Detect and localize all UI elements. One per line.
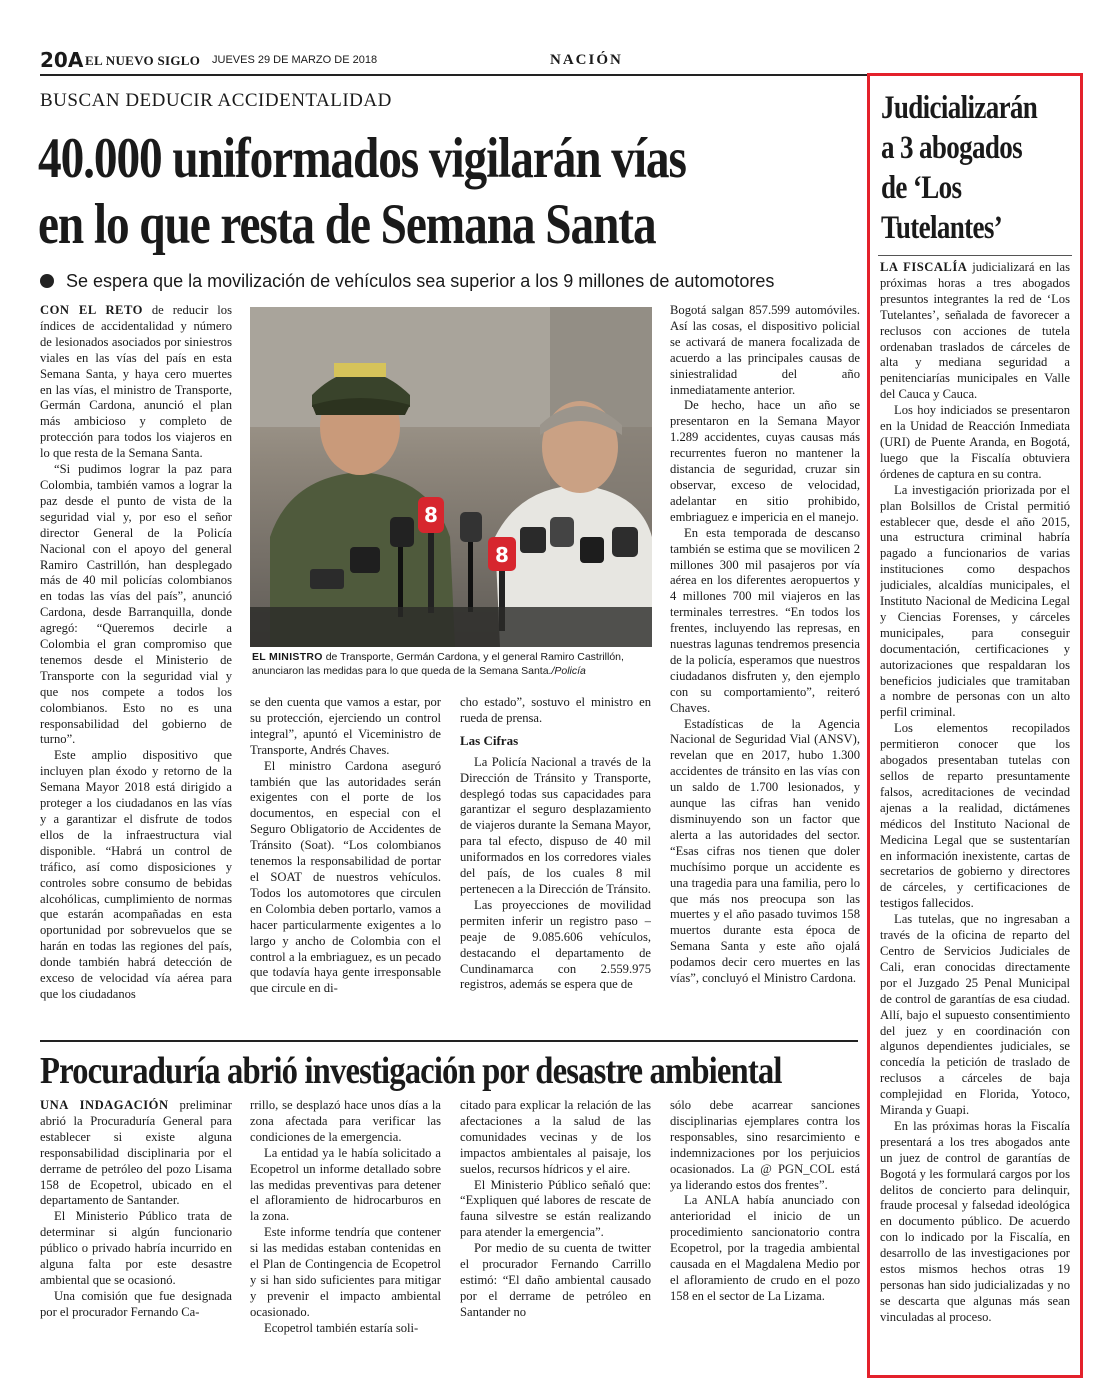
second-headline: Procuraduría abrió investigación por desastre ambiental <box>40 1050 782 1092</box>
section-title: NACIÓN <box>550 52 623 68</box>
second-col-1 <box>40 1098 232 1338</box>
caption-text: de Transporte, Germán Cardona, y el general Ramiro Castrillón, anunciaron las medidas para lo que queda de la Semana Santa. <box>252 651 624 677</box>
second-col1-p1-text: preliminar abrió la Procuraduría General para establecer si existe alguna responsabilidad disciplinaria por el derrame de petróleo del pozo Lisama 158 de Ecopetrol, ubicado en el departamento de Santander. <box>40 1098 232 1208</box>
main-col2-p1: se den cuenta que vamos a estar, por su protección, ejerciendo un control integral”, apuntó el Viceministro de Transporte, Andrés Chaves. <box>250 695 441 757</box>
second-col1-p1 <box>40 1098 232 1209</box>
main-col4-p2: De hecho, hace un año se presentaron en la Semana Mayor 1.289 accidentes, cuyas causas más recurrentes fueron no mantener la distancia de seguridad, cruzar sin observar, exceso de velocidad, adelantar en sitio prohibido, embriaguez e impericia en el manejo. <box>670 398 860 524</box>
page-number: 20A <box>40 48 84 72</box>
second-col-4 <box>670 1098 860 1338</box>
second-col-2 <box>250 1098 441 1338</box>
main-col1-p2: “Si pudimos lograr la paz para Colombia, también vamos a lograr la paz desde el punto de vista de la seguridad vial y, por eso el señor director General de la Policía Nacional con el apoyo del general Ramiro Castrillón, han desplegado más de 40 mil policías colombianos en todas las vías del país”, anunció Cardona, desde Barranquilla, donde agregó: “Queremos decirle a Colombia el gran compromiso que tenemos desde el Ministerio de Transporte con la seguridad vial y que nos compete a todos los colombianos. Esto no es una responsabilidad del gobierno de turno”. <box>40 462 232 747</box>
caption-credit: /Policía <box>551 665 586 677</box>
main-deck <box>40 271 860 292</box>
sidebar-headline-line3: de ‘Los <box>881 170 962 206</box>
main-col4-p4: Estadísticas de la Agencia Nacional de Seguridad Vial (ANSV), revelan que en 2017, hubo 1.300 accidentes de tránsito en las vías con un saldo de 1.700 lesionados, y aunque las cifras han venido disminuyendo son un factor que alerta a las autoridades del sector. “Esas cifras nos tienen que doler muchísimo porque un accidente es una tragedia para una familia, pero lo que más nos preocupa son las muertes y el año pasado tuvimos 158 muertos durante esta época de Semana Santa y este año ojalá podamos decir cero muertes en las vías”, concluyó el Ministro Cardona. <box>670 716 860 986</box>
second-col3-p2: El Ministerio Público señaló que: “Expliquen qué labores de rescate de fauna silvestre se están realizando para atender la emergencia”. <box>460 1177 651 1240</box>
paper-name: EL NUEVO SIGLO <box>85 53 201 68</box>
second-col1-p3: Una comisión que fue designada por el procurador Fernando Ca- <box>40 1288 232 1319</box>
second-col-3 <box>460 1098 651 1338</box>
main-headline-line2: en lo que resta de Semana Santa <box>38 193 656 256</box>
sidebar-rule <box>878 255 1072 256</box>
bullet-icon <box>40 274 54 288</box>
main-col-4 <box>670 303 860 1025</box>
main-lead: CON EL RETO <box>40 303 143 317</box>
caption-lead: EL MINISTRO <box>252 651 323 663</box>
sidebar-p4: Los elementos recopilados permitieron conocer que los abogados presentaban tutelas con sellos de reparto presuntamente falsos, acreditaciones de vecindad ajenas a la realidad, dictámenes médicos del Instituto Nacional de Medicina Legal que se sustentarían en información inexistente, cartas de secretarios de gobierno y directores de cárceles, y certificaciones de testigos fallecidos. <box>880 721 1070 911</box>
sidebar-headline-line1: Judicializarán <box>881 90 1038 126</box>
main-headline <box>38 126 719 258</box>
sidebar-p2: Los hoy indiciados se presentaron en la Unidad de Reacción Inmediata (URI) de Puente Aranda, en Bogotá, luego que la Fiscalía obtuviera órdenes de captura en su contra. <box>880 403 1070 481</box>
second-col2-p4: Ecopetrol también estaría soli- <box>264 1320 419 1335</box>
issue-date: JUEVES 29 DE MARZO DE 2018 <box>212 54 378 66</box>
main-col3-p3: Las proyecciones de movilidad permiten inferir un registro paso – peaje de 9.085.606 vehículos, destacando el departamento de Cundinamarca con 2.559.975 registros, además se espera que de <box>460 897 651 992</box>
mic-logo-2: 8 <box>495 543 509 567</box>
second-col2-p2: La entidad ya le había solicitado a Ecopetrol un informe detallado sobre las medidas preventivas para detener el afloramiento de hidrocarburos en la zona. <box>250 1145 441 1224</box>
photo-caption <box>252 650 652 678</box>
photo-illustration <box>250 307 652 647</box>
second-col3-p1: citado para explicar la relación de las afectaciones a la salud de las comunidades vecinas y de los impactos ambientales al paisaje, los suelos, recursos hídricos y el aire. <box>460 1098 651 1176</box>
main-col3-subhead: Las Cifras <box>460 732 519 748</box>
main-kicker: BUSCAN DEDUCIR ACCIDENTALIDAD <box>40 90 392 111</box>
sidebar-p5: Las tutelas, que no ingresaban a través de la oficina de reparto del Centro de Servicios Judiciales de Cali, eran conocidas directamente por el Juzgado 25 Penal Municipal de control de garantías de esa ciudad. Allí, bajo el supuesto consentimiento del juez y en coordinación con algunos dependientes judiciales, se concedía la petición de traslado de reclusos a cárceles de baja complejidad en Florida, Yotoco, Miranda y Guapi. <box>880 912 1070 1118</box>
main-col3-p1: cho estado”, sostuvo el ministro en rueda de prensa. <box>460 695 651 725</box>
main-col4-p1: Bogotá salgan 857.599 automóviles. Así las cosas, el dispositivo policial se activará de manera focalizada de acuerdo a las principales causas de siniestralidad del año inmediatamente anterior. <box>670 303 860 397</box>
second-col1-p2: El Ministerio Público trata de determinar si algún funcionario público o privado habría incurrido en alguna falta por este desastre ambiental que se ocasionó. <box>40 1209 232 1287</box>
second-col3-p3: Por medio de su cuenta de twitter el procurador Fernando Carrillo estimó: “El daño ambiental causado por el derrame de petróleo en Santander no <box>460 1241 651 1319</box>
mic-logo-1: 8 <box>424 503 438 527</box>
sidebar-headline-line2: a 3 abogados <box>881 130 1023 166</box>
sidebar-headline <box>881 88 1045 248</box>
main-col2-p2: El ministro Cardona aseguró también que las autoridades serán exigentes con el porte de los documentos, en especial con el Seguro Obligatorio de Accidentes de Tránsito (Soat). “Los colombianos tenemos la responsabilidad de portar el SOAT de nuestros vehículos. Todos los automotores que circulen en Colombia deben portarlo, vamos a hacer particularmente exigentes a lo largo y ancho de Colombia con el control a la embriaguez, es un pecado que todavía haya gente irresponsable que circule en di- <box>250 758 441 996</box>
sidebar-body <box>880 260 1070 1360</box>
second-col4-p2: La ANLA había anunciado con anterioridad el inicio de un procedimiento sancionatorio contra Ecopetrol, por la tragedia ambiental causada en el Magdalena Medio por el afloramiento de crudo en el pozo 158 en el sector de La Lizama. <box>670 1193 860 1303</box>
story-divider <box>40 1040 858 1042</box>
main-col-1 <box>40 303 232 1025</box>
sidebar-p1-text: judicializará en las próximas horas a tres abogados presuntos integrantes la red de ‘Los Tutelantes’, señalada de favorecer a reclusos con acciones de tutela ordenaban traslados de cárceles de alta y mediana seguridad a penitenciarías municipales en Valle del Cauca y Cauca. <box>880 260 1070 402</box>
main-deck-text: Se espera que la movilización de vehículos sea superior a los 9 millones de automotores <box>66 271 775 291</box>
second-col4-p1: sólo debe acarrear sanciones disciplinarias ejemplares contra los responsables, sino resarcimiento e indemnizaciones por los perjuicios ocasionados. La @ PGN_COL está ya liderando estos dos frentes”. <box>670 1098 860 1192</box>
second-lead: UNA INDAGACIÓN <box>40 1098 169 1112</box>
main-col3-p2: La Policía Nacional a través de la Dirección de Tránsito y Transporte, desplegó todas sus capacidades para garantizar el seguro desplazamiento de viajeros durante la Semana Mayor, para tal efecto, dispuso de 40 mil uniformados en los corredores viales del país, de los cuales 8 mil pertenecen a la Dirección de Tránsito. <box>460 754 651 896</box>
main-col1-p1 <box>40 303 232 462</box>
main-col-3 <box>460 695 651 1025</box>
main-col4-p3: En esta temporada de descanso también se estima que se movilicen 2 millones 300 mil pasajeros por vía aérea en los diferentes aeropuertos y 4 millones 700 mil viajeros en las terminales terrestres. “En todos los frentes, incluyendo las represas, en nuestras lagunas tendremos presencia de la policía, esperamos que nuestros ciudadanos disfruten y, den ejemplo con su comportamiento”, reiteró Chaves. <box>670 525 860 715</box>
press-photo <box>250 307 652 647</box>
sidebar-p1 <box>880 260 1070 403</box>
sidebar-headline-line4: Tutelantes’ <box>881 210 1003 246</box>
second-col2-p3: Este informe tendría que contener si las medidas estaban contenidas en el Plan de Contingencia de Ecopetrol y si han sido suficientes para mitigar y prevenir el impacto ambiental ocasionado. <box>250 1225 441 1319</box>
masthead <box>40 48 1080 76</box>
sidebar-p6: En las próximas horas la Fiscalía presentará a los tres abogados ante un juez de control de garantías de Bogotá y les formulará cargos por los delitos de concierto para delinquir, fraude procesal y falsedad ideológica en documento público. De acuerdo con lo indicado por la Fiscalía, en desarrollo de las investigaciones por estos mismos hechos otras 19 personas han sido judicializadas y no se descarta que algunas más sean vinculadas al proceso. <box>880 1118 1070 1324</box>
main-headline-line1: 40.000 uniformados vigilarán vías <box>38 127 686 190</box>
second-col2-p1: rrillo, se desplazó hace unos días a la zona afectada para verificar las condiciones de la emergencia. <box>250 1098 441 1144</box>
main-col-2 <box>250 695 441 1025</box>
sidebar-lead: LA FISCALÍA <box>880 260 968 274</box>
sidebar-p3: La investigación priorizada por el plan Bolsillos de Cristal permitió establecer que, desde el año 2015, una estructura criminal habría pagado a funcionarios de varias instituciones como despachos judiciales, alcaldías municipales, el Instituto Nacional de Medicina Legal y Ciencias Forenses, y cárceles municipales, para conseguir documentación, certificaciones y autorizaciones que respaldaran los beneficios judiciales que tramitaban a nombre de personas con un alto perfil criminal. <box>880 482 1070 720</box>
main-col1-p1-text: de reducir los índices de accidentalidad y número de lesionados asociados por siniestros viales en las vías del país en esta Semana Santa, y haya cero muertes en las vías, el ministro de Transporte, Germán Cardona, anunció el plan más ambicioso y completo de protección para todos los viajeros en lo que resta de la Semana Santa. <box>40 303 232 461</box>
main-col1-p3: Este amplio dispositivo que incluyen plan éxodo y retorno de la Semana Mayor 2018 está dirigido a proteger a los ciudadanos en las vías y a garantizar el disfrute de todos ellos de la infraestructura vial disponible. “Habrá un control de tráfico, así como disposiciones y controles sobre consumo de bebidas alcohólicas, cumplimiento de normas que estarán acompañadas en esta oportunidad por sobrevuelos que se harán en todas las regiones del país, donde también habrá detección de exceso de velocidad vía aérea para que los ciudadanos <box>40 748 232 1001</box>
